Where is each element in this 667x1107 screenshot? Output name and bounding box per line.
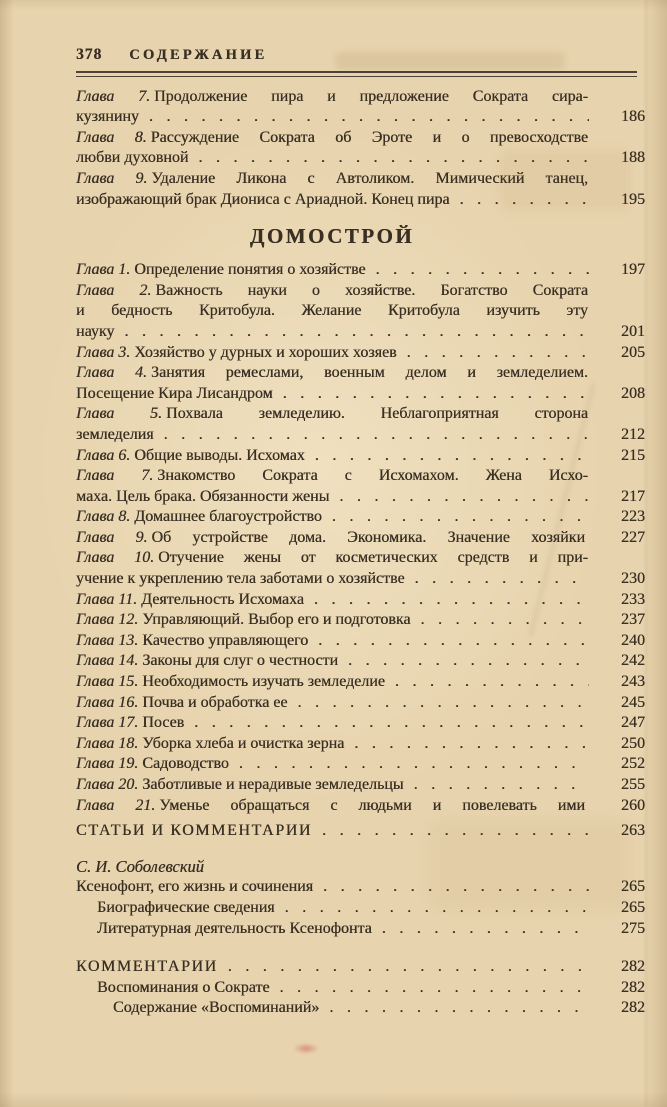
toc-entry-text: Глава 11. Деятельность Исхомаха	[76, 590, 304, 608]
toc-entry-text: СТАТЬИ И КОММЕНТАРИИ	[76, 822, 313, 840]
toc-entry	[76, 548, 645, 589]
toc-entry-line: Глава 2. Важность науки о хозяйстве. Богатство Сократа	[76, 281, 588, 299]
dot-leader	[297, 693, 589, 714]
toc-entry-text: Глава 12. Управляющий. Выбор его и подготовка	[76, 611, 411, 629]
page-ref: 265	[621, 878, 645, 896]
page-ref: 215	[621, 446, 645, 464]
chapter-label: Глава 13.	[76, 631, 139, 649]
running-title: СОДЕРЖАНИЕ	[129, 47, 268, 63]
chapter-label: Глава 8.	[76, 508, 131, 526]
chapter-label: Глава 5.	[76, 405, 163, 423]
toc-entry-text: КОММЕНТАРИИ	[76, 958, 218, 976]
page-ref: 205	[621, 343, 645, 361]
toc-entry-lastline	[76, 343, 645, 364]
toc-entry	[76, 672, 645, 693]
page-ref: 255	[621, 776, 645, 793]
toc-entry-text: Глава 18. Уборка хлеба и очистка зерна	[76, 734, 345, 752]
page-ref: 188	[621, 149, 645, 167]
toc-entry	[76, 713, 645, 734]
page-ref: 265	[621, 898, 645, 916]
toc-entry-text: Глава 19. Садоводство	[76, 755, 229, 773]
red-smudge	[293, 1043, 319, 1054]
toc-entry	[76, 528, 645, 549]
toc-entry-lastline	[97, 919, 645, 940]
toc-entry-text: Глава 21. Уменье обращаться с людьми и повелевать ими	[76, 796, 585, 814]
page-ref: 201	[621, 322, 645, 340]
page-ref: 208	[621, 384, 645, 402]
toc-entry-lastline	[76, 190, 645, 211]
toc-entry-lastline	[76, 590, 645, 611]
page-ref: 217	[621, 487, 645, 505]
dot-leader	[280, 978, 590, 999]
toc-entry-line: и бедность Критобула. Желание Критобула изучить эту	[76, 302, 588, 320]
toc-entry	[76, 821, 645, 842]
page-ref: 186	[621, 108, 645, 126]
toc-entry-text: любви духовной	[76, 149, 189, 167]
dot-leader	[407, 343, 589, 364]
chapter-label: Глава 3.	[76, 343, 131, 361]
toc-entry-text: Глава 13. Качество управляющего	[76, 631, 309, 649]
toc-entry-lastline	[76, 569, 645, 590]
section-heading: ДОМОСТРОЙ	[249, 224, 415, 249]
chapter-label: Глава 6.	[76, 446, 131, 464]
chapter-label: Глава 17.	[76, 714, 139, 732]
toc-entry-text: Глава 1. Определение понятия о хозяйстве	[76, 261, 366, 279]
toc-entry	[76, 404, 645, 445]
page-ref: 275	[621, 919, 645, 937]
toc-entry-text: Биографические сведения	[97, 898, 275, 916]
page-ref: 240	[621, 631, 645, 649]
toc-entry-lastline	[113, 998, 645, 1019]
page-ref: 237	[621, 611, 645, 629]
toc-entry-text: Глава 16. Почва и обработка ее	[76, 693, 288, 711]
toc-entry-lastline	[76, 610, 645, 631]
toc-entry-lastline	[76, 487, 645, 508]
toc-entry-text: Глава 8. Домашнее благоустройство	[76, 508, 322, 526]
dot-leader	[315, 446, 589, 467]
toc-entry-lastline	[76, 425, 645, 446]
toc-entry-line: Глава 5. Похвала земледелию. Неблагоприятная сторона	[76, 405, 589, 423]
folio-number: 378	[76, 46, 103, 63]
toc-entry-text: Глава 9. Об устройстве дома. Экономика. Значение хозяйки	[76, 528, 586, 546]
toc-entry-lastline	[76, 734, 645, 755]
toc-entry-lastline	[76, 754, 645, 775]
toc-entry-text: Глава 6. Общие выводы. Исхомах	[76, 446, 305, 464]
dot-leader	[149, 107, 589, 128]
page-ref: 260	[621, 796, 645, 814]
toc-entry-lastline	[76, 384, 645, 405]
toc-entry-text: Ксенофонт, его жизнь и сочинения	[76, 878, 314, 896]
page-ref: 245	[621, 693, 645, 711]
toc-entry-text: Посещение Кира Лисандром	[76, 384, 273, 402]
toc-entry-lastline	[76, 713, 645, 734]
toc-entry-lastline	[76, 693, 645, 714]
toc-entry-line: Глава 9. Удаление Ликона с Автоликом. Мимический танец,	[76, 169, 588, 187]
dot-leader	[164, 425, 589, 446]
toc-entry	[76, 734, 645, 755]
toc-entry	[76, 978, 645, 999]
toc-entry-lastline	[76, 148, 645, 169]
dot-leader	[329, 998, 589, 1019]
toc-entry	[76, 957, 645, 978]
dot-leader	[228, 957, 589, 978]
toc-entry-text: науку	[76, 322, 115, 340]
toc-entry-lastline	[76, 877, 645, 898]
page-ref: 252	[621, 755, 645, 773]
page-ref: 247	[621, 714, 645, 732]
chapter-label: Глава 15.	[76, 673, 139, 691]
toc-entry-lastline	[76, 796, 645, 817]
chapter-label: Глава 7.	[76, 87, 151, 105]
dot-leader	[198, 148, 589, 169]
page-ref: 197	[621, 261, 645, 279]
toc-entry-lastline	[76, 957, 645, 978]
toc-entry-line: Глава 7. Знакомство Сократа с Исхомахом. Жена Исхо-	[76, 467, 588, 485]
toc-entry-lastline	[76, 507, 645, 528]
dot-leader	[421, 610, 590, 631]
toc-entry-line: Глава 4. Занятия ремеслами, военным делом и земледелием.	[76, 364, 589, 382]
chapter-label: Глава 11.	[76, 590, 138, 608]
chapter-label: Глава 12.	[76, 611, 139, 629]
toc-entry-text: кузянину	[76, 108, 139, 126]
page-ref: 242	[621, 652, 645, 670]
toc-entry	[76, 87, 645, 128]
toc-entry-text: маха. Цель брака. Обязанности жены	[76, 487, 330, 505]
chapter-label: Глава 19.	[76, 755, 139, 773]
page-ref: 233	[621, 590, 645, 608]
toc-entry-lastline	[76, 260, 645, 281]
toc-entry-lastline	[76, 775, 645, 796]
dot-leader	[283, 384, 589, 405]
toc-entry-lastline	[76, 651, 645, 672]
chapter-label: Глава 16.	[76, 693, 139, 711]
chapter-label: Глава 21.	[76, 796, 156, 814]
page-ref: 212	[621, 425, 645, 443]
toc-entry-text: Глава 20. Заботливые и нерадивые земледельцы	[76, 776, 404, 793]
toc-entry	[76, 507, 645, 528]
chapter-label: Глава 7.	[76, 467, 154, 485]
chapter-label: Глава 14.	[76, 652, 139, 670]
page-ref: 282	[621, 999, 645, 1017]
dot-leader	[460, 190, 589, 211]
page-ref: 263	[621, 822, 645, 840]
dot-leader	[339, 487, 589, 508]
toc-entry	[76, 343, 645, 364]
chapter-label: Глава 1.	[76, 261, 131, 279]
toc-entry-text: Глава 14. Законы для слуг о честности	[76, 652, 339, 670]
header-double-rule	[76, 71, 637, 77]
toc-entry-text: Глава 15. Необходимость изучать земледелие	[76, 673, 385, 691]
dot-leader	[323, 877, 589, 898]
toc-entry-text: земледелия	[76, 425, 154, 443]
chapter-label: Глава 9.	[76, 169, 148, 187]
toc-entry	[76, 775, 645, 796]
table-of-contents	[76, 87, 645, 1019]
toc-entry-lastline	[76, 322, 645, 343]
page-ref: 282	[621, 978, 645, 996]
dot-leader	[239, 754, 589, 775]
toc-entry-line: Глава 8. Рассуждение Сократа об Эроте и о превосходстве	[76, 128, 588, 146]
toc-entry-text: Воспоминания о Сократе	[97, 978, 270, 996]
toc-entry-line: Глава 7. Продолжение пира и предложение Сократа сира-	[76, 87, 588, 105]
toc-entry	[76, 610, 645, 631]
page-ref: 227	[621, 528, 645, 546]
chapter-label: Глава 20.	[76, 776, 139, 793]
toc-entry-lastline	[97, 898, 645, 919]
dot-leader	[322, 821, 589, 842]
dot-leader	[285, 898, 589, 919]
chapter-label: Глава 4.	[76, 364, 147, 382]
toc-entry-lastline	[76, 631, 645, 652]
page-ref: 230	[621, 570, 645, 588]
dot-leader	[415, 569, 589, 590]
dot-leader	[414, 775, 589, 796]
page-edge-shadow	[645, 0, 647, 1107]
dot-leader	[332, 507, 589, 528]
toc-entry	[76, 898, 645, 919]
toc-entry	[76, 693, 645, 714]
toc-entry-line: Глава 10. Отучение жены от косметических средств и при-	[76, 549, 588, 567]
chapter-label: Глава 8.	[76, 128, 147, 146]
page-ref: 250	[621, 734, 645, 752]
page-ref: 243	[621, 673, 645, 691]
toc-entry-lastline	[76, 446, 645, 467]
toc-entry	[76, 998, 645, 1019]
toc-entry-text: изображающий брак Диониса с Ариадной. Конец пира	[76, 190, 450, 208]
dot-leader	[194, 713, 589, 734]
dot-leader	[382, 919, 589, 940]
dot-leader	[314, 590, 589, 611]
toc-entry	[76, 877, 645, 898]
toc-entry-text: Содержание «Воспоминаний»	[113, 999, 320, 1017]
dot-leader	[376, 260, 589, 281]
dot-leader	[124, 322, 589, 343]
toc-entry	[76, 260, 645, 281]
chapter-label: Глава 18.	[76, 734, 139, 752]
toc-entry	[76, 796, 645, 817]
toc-entry	[76, 363, 645, 404]
toc-entry	[76, 919, 645, 940]
toc-entry	[76, 446, 645, 467]
page-ref: 282	[621, 958, 645, 976]
toc-entry-text: Литературная деятельность Ксенофонта	[97, 919, 372, 937]
toc-entry-lastline	[76, 528, 645, 549]
toc-entry-text: учение к укреплению тела заботами о хозяйстве	[76, 570, 405, 588]
dot-leader	[354, 734, 589, 755]
toc-entry	[76, 128, 645, 169]
toc-rows	[76, 87, 645, 1019]
author-name: С. И. Соболевский	[76, 856, 204, 876]
toc-entry	[76, 631, 645, 652]
dot-leader	[318, 631, 589, 652]
page-ref: 195	[621, 190, 645, 208]
page-ref: 223	[621, 508, 645, 526]
toc-entry	[76, 281, 645, 343]
dot-leader	[395, 672, 589, 693]
toc-entry	[76, 466, 645, 507]
spacer	[76, 939, 645, 952]
toc-entry	[76, 651, 645, 672]
chapter-label: Глава 10.	[76, 549, 155, 567]
toc-entry-text: Глава 3. Хозяйство у дурных и хороших хозяев	[76, 343, 397, 361]
dot-leader	[348, 651, 589, 672]
chapter-label: Глава 2.	[76, 281, 152, 299]
toc-entry	[76, 169, 645, 210]
toc-entry-lastline	[76, 107, 645, 128]
toc-entry-lastline	[97, 978, 645, 999]
chapter-label: Глава 9.	[76, 528, 148, 546]
toc-entry-lastline	[76, 672, 645, 693]
toc-entry	[76, 754, 645, 775]
toc-entry-text: Глава 17. Посев	[76, 714, 185, 732]
toc-entry-lastline	[76, 821, 645, 842]
page-header	[76, 46, 645, 64]
toc-entry	[76, 590, 645, 611]
